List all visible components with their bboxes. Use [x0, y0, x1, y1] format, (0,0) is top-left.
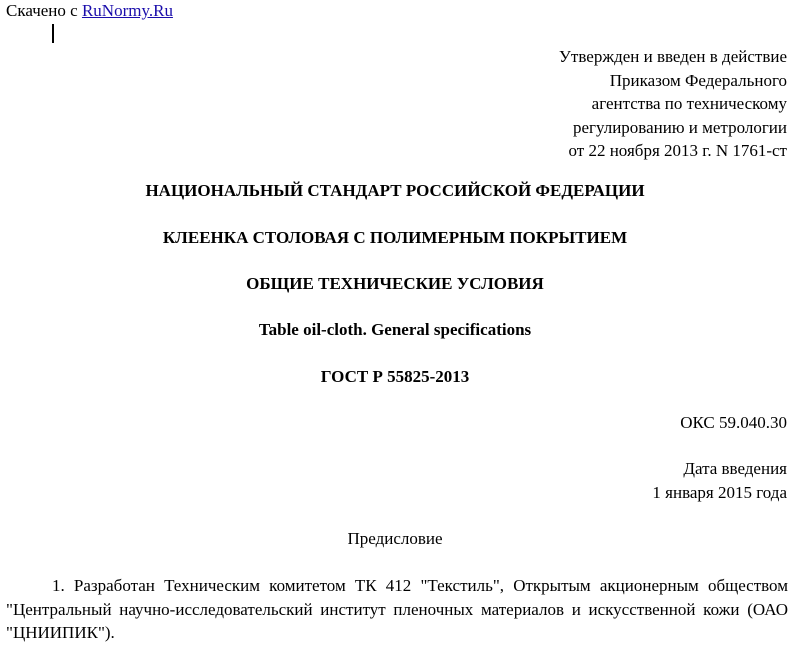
- download-source-line: [6, 1, 173, 21]
- runormy-link[interactable]: RuNormy.Ru: [81, 1, 173, 20]
- approval-line: Приказом Федерального: [609, 70, 787, 90]
- national-standard-heading: НАЦИОНАЛЬНЫЙ СТАНДАРТ РОССИЙСКОЙ ФЕДЕРАЦИИ: [145, 181, 645, 200]
- foreword-paragraph-1: 1. Разработан Техническим комитетом ТК 412 "Текстиль", Открытым акционерным обществом "Центральный научно-исследовательский институт пленочных материалов и искусственной кожи (ОАО "ЦНИИПИК").: [6, 576, 788, 642]
- approval-line: Утвержден и введен в действие: [558, 47, 787, 66]
- download-source-prefix: Скачено с: [6, 1, 78, 20]
- effective-date-value: 1 января 2015 года: [652, 483, 787, 502]
- gost-number: ГОСТ Р 55825-2013: [320, 367, 470, 386]
- oks-code: ОКС 59.040.30: [680, 413, 787, 432]
- foreword-heading: Предисловие: [347, 529, 443, 548]
- product-title: КЛЕЕНКА СТОЛОВАЯ С ПОЛИМЕРНЫМ ПОКРЫТИЕМ: [162, 228, 628, 247]
- text-cursor: [52, 24, 54, 43]
- approval-block: [559, 45, 787, 163]
- approval-line: регулированию и метрологии: [572, 117, 787, 137]
- approval-line: от 22 ноября 2013 г. N 1761-ст: [568, 141, 787, 160]
- document-subtitle: ОБЩИЕ ТЕХНИЧЕСКИЕ УСЛОВИЯ: [246, 274, 544, 293]
- english-title: Table oil-cloth. General specifications: [258, 320, 532, 339]
- effective-date-label: Дата введения: [683, 459, 787, 478]
- approval-line: агентства по техническому: [591, 94, 787, 113]
